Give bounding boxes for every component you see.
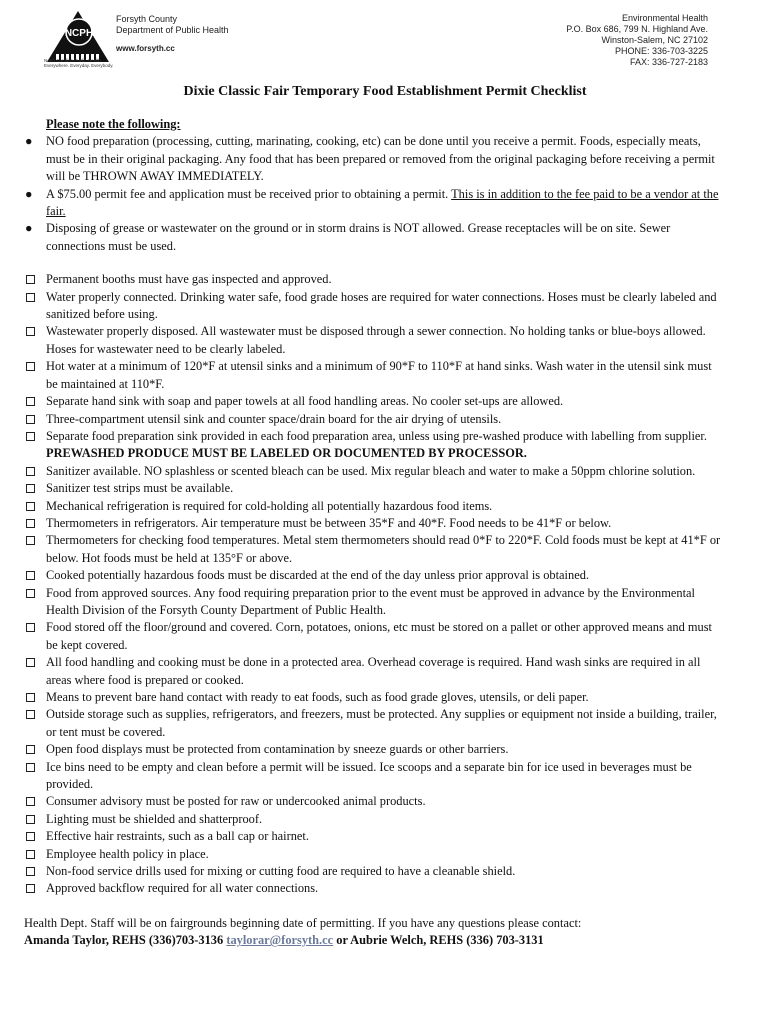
checklist-item [24,323,724,358]
bullet-icon: ● [25,221,33,236]
checklist-text: Permanent booths must have gas inspected and approved. [46,272,332,287]
checklist [24,271,724,898]
checkbox-icon[interactable] [26,415,35,424]
checklist-item [24,393,724,410]
footer-contacts [24,932,724,949]
contact-block [566,13,708,68]
checkbox-icon[interactable] [26,710,35,719]
checklist-item [24,706,724,741]
checklist-text: Three-compartment utensil sink and counter space/drain board for the air drying of utensils. [46,411,502,426]
checklist-item [24,515,724,532]
checklist-item [24,880,724,897]
note-text: Disposing of grease or wastewater on the ground or in storm drains is NOT allowed. Grease receptacles will be on site. Sewer connections must be used. [46,221,671,253]
checklist-item [24,846,724,863]
logo-text: NCPH [64,28,94,39]
notes-heading: Please note the following: [46,117,181,131]
checkbox-icon[interactable] [26,884,35,893]
notes-list [24,133,724,255]
checklist-text: Separate hand sink with soap and paper towels at all food handling areas. No cooler set-ups are allowed. [46,394,564,409]
checklist-item [24,567,724,584]
checkbox-icon[interactable] [26,397,35,406]
checklist-item [24,289,724,324]
checklist-item [24,271,724,288]
checkbox-icon[interactable] [26,502,35,511]
checkbox-icon[interactable] [26,815,35,824]
checkbox-icon[interactable] [26,589,35,598]
checklist-item [24,759,724,794]
note-text: A $75.00 permit fee and application must be received prior to obtaining a permit. [46,186,452,201]
checkbox-icon[interactable] [26,484,35,493]
checkbox-icon[interactable] [26,327,35,336]
checklist-text: Cooked potentially hazardous foods must be discarded at the end of the day unless prior approval is obtained. [46,568,589,583]
checklist-text: Sanitizer test strips must be available. [46,481,234,496]
checklist-text: Open food displays must be protected from contamination by sneeze guards or other barriers. [46,742,509,757]
checklist-text: All food handling and cooking must be done in a protected area. Overhead coverage is required. Hand wash sinks are required in all areas where food is prepared or cooked. [46,655,701,687]
checkbox-icon[interactable] [26,571,35,580]
checklist-item [24,863,724,880]
note-item [24,133,724,185]
footer [24,915,724,950]
org-county: Forsyth County [116,14,178,24]
checklist-text: Separate food preparation sink provided in each food preparation area, unless using pre-washed produce with labelling from supplier. [46,428,707,443]
contact-welch: or Aubrie Welch, REHS (336) 703-3131 [336,933,544,948]
contact-fax: FAX: 336-727-2183 [629,57,708,67]
checkbox-icon[interactable] [26,832,35,841]
document-body [24,116,724,950]
contact-address2: Winston-Salem, NC 27102 [601,35,708,45]
checklist-text: Hot water at a minimum of 120*F at utensil sinks and a minimum of 90*F to 110*F at hand sinks. Wash water in the utensil sink must be maintained at 110*F. [46,359,712,391]
checklist-item [24,532,724,567]
checkbox-icon[interactable] [26,432,35,441]
checkbox-icon[interactable] [26,745,35,754]
checklist-item [24,498,724,515]
checklist-text: Effective hair restraints, such as a ball cap or hairnet. [46,829,309,844]
checklist-text: Wastewater properly disposed. All wastewater must be disposed through a sewer connection. No holding tanks or blue-boys allowed. Hoses for wastewater need to be clearly labeled. [46,324,706,356]
checkbox-icon[interactable] [26,519,35,528]
checkbox-icon[interactable] [26,763,35,772]
checkbox-icon[interactable] [26,658,35,667]
org-department: Department of Public Health [116,25,229,35]
checklist-text: Employee health policy in place. [46,846,209,861]
checkbox-icon[interactable] [26,536,35,545]
checklist-text: Outside storage such as supplies, refrigerators, and freezers, must be protected. Any supplies or equipment not inside a building, trailer, or tent must be covered. [46,707,717,739]
checklist-emphasis: PREWASHED PRODUCE MUST BE LABELED OR DOCUMENTED BY PROCESSOR. [46,446,527,461]
checklist-item [24,654,724,689]
checklist-item [24,689,724,706]
page-title: Dixie Classic Fair Temporary Food Establishment Permit Checklist [183,84,587,99]
checkbox-icon[interactable] [26,850,35,859]
checkbox-icon[interactable] [26,275,35,284]
contact-taylor: Amanda Taylor, REHS (336)703-3136 [24,933,224,948]
logo-caption: North Carolina Public Health Everywhere. Everyday. Everybody. [44,58,114,68]
website-link[interactable]: www.forsyth.cc [116,44,175,53]
note-text-underlined: This is in addition to the fee paid to be a vendor at the fair. [46,186,719,219]
checklist-item [24,811,724,828]
checkbox-icon[interactable] [26,467,35,476]
checklist-item [24,585,724,620]
checkbox-icon[interactable] [26,623,35,632]
checklist-text: Mechanical refrigeration is required for cold-holding all potentially hazardous food items. [46,498,493,513]
checklist-text: Water properly connected. Drinking water safe, food grade hoses are required for water connections. Hoses must be clearly labeled and sanitized before using. [46,289,717,322]
contact-address1: P.O. Box 686, 799 N. Highland Ave. [566,24,708,34]
checklist-text: Lighting must be shielded and shatterproof. [46,811,263,826]
checklist-text: Thermometers in refrigerators. Air temperature must be between 35*F and 40*F. Food needs to be 41*F or below. [46,515,612,530]
checklist-text: Consumer advisory must be posted for raw or undercooked animal products. [46,794,426,809]
contact-division: Environmental Health [621,13,708,23]
email-link[interactable]: taylorar@forsyth.cc [226,933,334,948]
footer-line: Health Dept. Staff will be on fairgrounds beginning date of permitting. If you have any questions please contact: [24,915,582,930]
checklist-item [24,463,724,480]
checklist-text: Ice bins need to be empty and clean before a permit will be issued. Ice scoops and a separate bin for ice used in beverages must be provided. [46,759,692,792]
org-block [116,14,229,54]
note-item [24,186,724,221]
bullet-icon: ● [25,186,33,201]
checklist-item [24,619,724,654]
bullet-icon: ● [25,134,33,149]
checklist-item [24,358,724,393]
checkbox-icon[interactable] [26,867,35,876]
checklist-text: Approved backflow required for all water connections. [46,881,319,896]
checklist-text: Means to prevent bare hand contact with ready to eat foods, such as food grade gloves, utensils, or deli paper. [46,690,589,704]
checkbox-icon[interactable] [26,797,35,806]
checkbox-icon[interactable] [26,362,35,371]
checklist-item [24,411,724,428]
note-text: NO food preparation (processing, cutting, marinating, cooking, etc) can be done until you receive a permit. Foods, especially meats, must be in their original packaging. Any food that has been prepared or removed from the original packaging before receiving a permit will be THROWN AWAY IMMEDIATELY. [46,134,715,184]
checklist-text: Food stored off the floor/ground and covered. Corn, potatoes, onions, etc must be stored on a pallet or other approved means and must be kept covered. [46,620,712,652]
checklist-item [24,428,724,463]
note-item [24,220,724,255]
checklist-item [24,828,724,845]
checklist-item [24,793,724,810]
checklist-item [24,480,724,497]
checkbox-icon[interactable] [26,693,35,702]
checkbox-icon[interactable] [26,293,35,302]
checklist-text: Thermometers for checking food temperatures. Metal stem thermometers should read 0*F to 220*F. Cold foods must be kept at 41*F or below. Hot foods must be held at 135°F or above. [46,533,721,565]
checklist-text: Non-food service drills used for mixing or cutting food are required to have a cleanable shield. [46,864,516,879]
checklist-text: Food from approved sources. Any food requiring preparation prior to the event must be approved in advance by the Environmental Health Division of the Forsyth County Department of Public Health. [46,585,695,617]
contact-phone: PHONE: 336-703-3225 [614,46,708,56]
checklist-text: Sanitizer available. NO splashless or scented bleach can be used. Mix regular bleach and water to make a 50ppm chlorine solution. [46,463,696,478]
checklist-item [24,741,724,758]
